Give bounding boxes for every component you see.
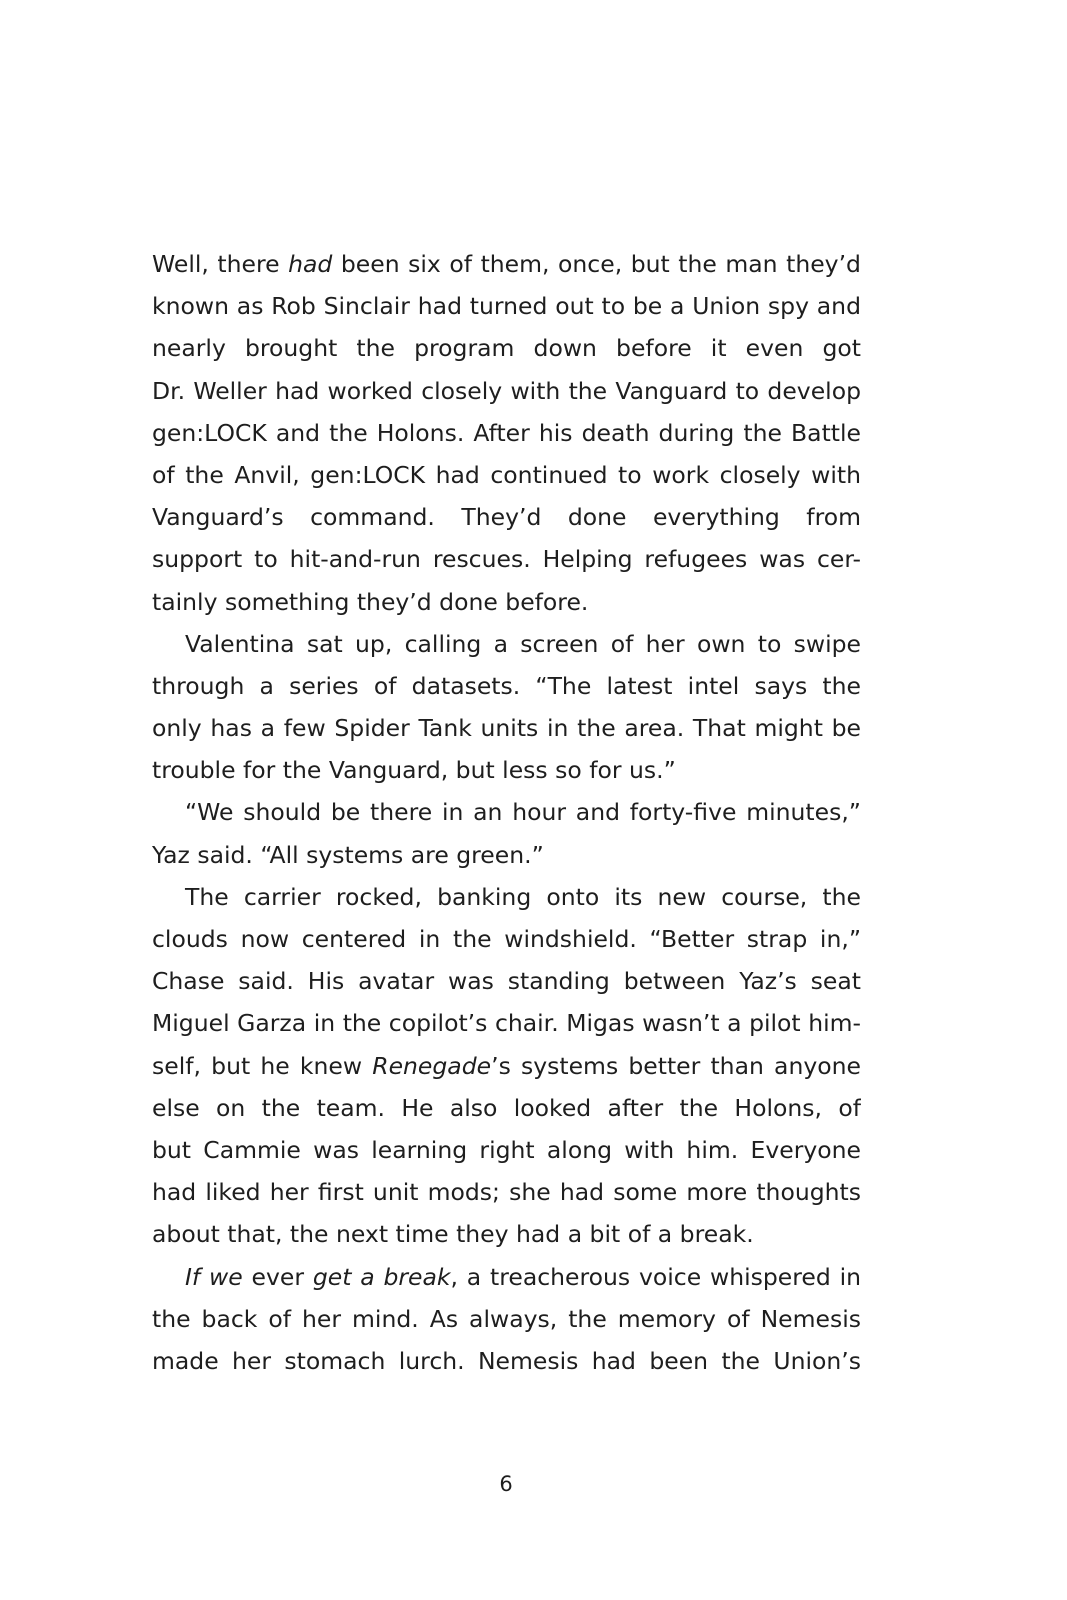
text-line bbox=[152, 581, 861, 623]
text-segment: ’s systems better than anyone bbox=[491, 1051, 861, 1080]
text-segment: , a treacherous voice whispered in bbox=[450, 1262, 861, 1291]
text-line bbox=[152, 327, 861, 369]
text-segment: had liked her first unit mods; she had some more thoughts bbox=[152, 1178, 861, 1207]
text-segment: clouds now centered in the windshield. “Better strap in,” bbox=[152, 925, 861, 953]
text-line bbox=[152, 1213, 861, 1255]
text-segment: made her stomach lurch. Nemesis had been the Union’s bbox=[152, 1346, 861, 1375]
text-line bbox=[152, 749, 861, 791]
text-segment: only has a few Spider Tank units in the area. That might be bbox=[152, 714, 861, 743]
text-line bbox=[152, 876, 861, 918]
body-text bbox=[152, 243, 861, 1382]
text-line bbox=[152, 454, 861, 496]
text-segment: Dr. Weller had worked closely with the Vanguard to develop bbox=[152, 376, 861, 405]
italic-text: had bbox=[288, 250, 333, 278]
text-segment: trouble for the Vanguard, but less so for us.” bbox=[152, 756, 676, 785]
text-line bbox=[152, 791, 861, 833]
text-segment: but Cammie was learning right along with him. Everyone bbox=[152, 1135, 861, 1164]
text-line bbox=[152, 1129, 861, 1171]
text-segment: Well, there bbox=[152, 250, 289, 278]
text-segment: self, but he knew bbox=[152, 1051, 373, 1080]
page-number: 6 bbox=[499, 1472, 513, 1496]
italic-text: get a break bbox=[312, 1262, 451, 1291]
text-segment: nearly brought the program down before it even got bbox=[152, 334, 861, 363]
italic-text: If we bbox=[185, 1262, 243, 1291]
text-segment: about that, the next time they had a bit of a break. bbox=[152, 1220, 754, 1249]
text-segment: else on the team. He also looked after the Holons, of bbox=[152, 1093, 861, 1122]
text-line bbox=[152, 1171, 861, 1213]
text-segment: of the Anvil, gen:LOCK had continued to work closely with bbox=[152, 460, 861, 489]
text-segment: Valentina sat up, calling a screen of her own to swipe bbox=[185, 629, 861, 658]
text-line bbox=[152, 707, 861, 749]
text-segment: Vanguard’s command. They’d done everything from bbox=[152, 503, 861, 532]
text-segment: been six of them, once, but the man they’d bbox=[332, 250, 861, 278]
text-line bbox=[152, 1340, 861, 1382]
text-line bbox=[152, 960, 861, 1002]
text-segment: the back of her mind. As always, the memory of Nemesis bbox=[152, 1304, 861, 1333]
text-segment: tainly something they’d done before. bbox=[152, 587, 589, 616]
text-segment: Chase said. His avatar was standing between Yaz’s seat bbox=[152, 967, 861, 996]
italic-text: Renegade bbox=[372, 1051, 492, 1080]
text-segment: ever bbox=[242, 1262, 313, 1291]
text-line bbox=[152, 1045, 861, 1087]
text-line bbox=[152, 1087, 861, 1129]
text-line bbox=[152, 665, 861, 707]
text-segment: Yaz said. “All systems are green.” bbox=[152, 840, 544, 869]
text-segment: “We should be there in an hour and forty-five minutes,” bbox=[185, 798, 861, 827]
text-line bbox=[152, 918, 861, 960]
text-line bbox=[152, 1298, 861, 1340]
text-line bbox=[152, 1002, 861, 1044]
text-segment: Miguel Garza in the copilot’s chair. Migas wasn’t a pilot him- bbox=[152, 1009, 861, 1038]
text-segment: known as Rob Sinclair had turned out to be a Union spy and bbox=[152, 292, 861, 321]
text-segment: gen:LOCK and the Holons. After his death during the Battle bbox=[152, 418, 861, 447]
text-line bbox=[152, 834, 861, 876]
text-line bbox=[152, 243, 861, 285]
text-segment: The carrier rocked, banking onto its new course, the bbox=[185, 882, 861, 911]
text-line bbox=[152, 285, 861, 327]
text-line bbox=[152, 623, 861, 665]
text-segment: support to hit-and-run rescues. Helping refugees was cer- bbox=[152, 545, 861, 574]
text-line bbox=[152, 496, 861, 538]
text-segment: through a series of datasets. “The latest intel says the bbox=[152, 671, 861, 700]
text-line bbox=[152, 1256, 861, 1298]
text-line bbox=[152, 412, 861, 454]
text-line bbox=[152, 538, 861, 580]
text-line bbox=[152, 370, 861, 412]
